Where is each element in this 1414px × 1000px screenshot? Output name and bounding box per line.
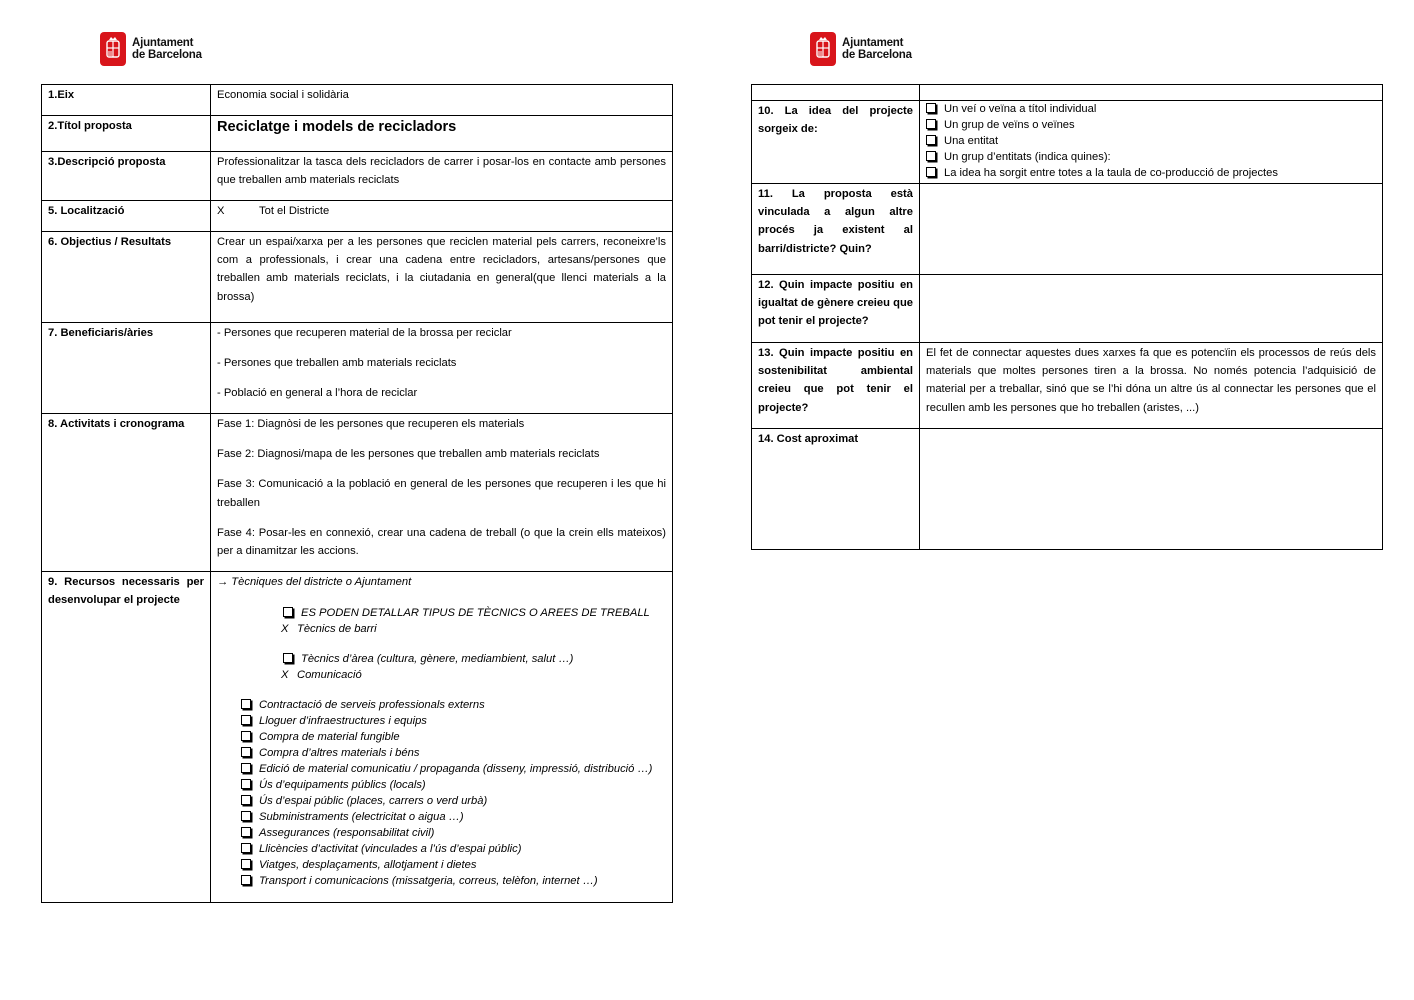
checked-comunicacio: X Comunicació <box>281 669 362 682</box>
checkbox-option[interactable]: Lloguer d’infraestructures i equips <box>241 713 666 729</box>
x-mark: X <box>281 623 289 636</box>
row-beneficiaris <box>42 323 673 414</box>
value-localitzacio <box>211 201 673 232</box>
checkbox-option[interactable]: Transport i comunicacions (missatgeria, correus, telèfon, internet …) <box>241 873 666 889</box>
checkbox-option[interactable]: Un grup d’entitats (indica quines): <box>926 149 1376 165</box>
checkbox-icon <box>926 167 936 177</box>
ajuntament-logo-right <box>810 32 912 66</box>
x-mark: X <box>281 669 289 682</box>
beneficiari-item: - Persones que treballen amb materials reciclats <box>217 357 457 370</box>
localitzacio-mark: X <box>217 205 225 217</box>
checkbox-icon <box>926 119 936 129</box>
value-q12[interactable] <box>920 275 1383 343</box>
row-q11 <box>752 184 1383 275</box>
label-descripcio: 3.Descripció proposta <box>42 152 211 201</box>
checkbox-option[interactable]: Compra d’altres materials i béns <box>241 745 666 761</box>
fase-item: Fase 1: Diagnòsi de les persones que recuperen els materials <box>217 418 525 430</box>
checkbox-icon <box>926 151 936 161</box>
beneficiari-item: - Població en general a l’hora de reciclar <box>217 387 418 400</box>
row-q13 <box>752 343 1383 429</box>
beneficiari-item: - Persones que recuperen material de la brossa per reciclar <box>217 327 512 339</box>
checkbox-icon <box>283 607 293 617</box>
label-q11: 11. La proposta està vinculada a algun altre procés ja existent al barri/districte? Quin? <box>752 184 920 275</box>
checkbox-icon <box>241 859 251 869</box>
value-q14[interactable] <box>920 429 1383 550</box>
checkbox-option[interactable]: Una entitat <box>926 133 1376 149</box>
checkbox-option[interactable]: Un veí o veïna a títol individual <box>926 101 1376 117</box>
checkbox-icon <box>241 795 251 805</box>
value-q13[interactable]: El fet de connectar aquestes dues xarxes fa que es potencïin els processos de reús dels materials que moltes persones tiren a la brossa. No només potencia l’adquisició de material per a treballar, sinó que se l’hi dóna un altre ús al connectar les persones que el recullen amb les persones que ho treballen (aristes, ...) <box>920 343 1383 429</box>
label-activitats: 8. Activitats i cronograma <box>42 414 211 572</box>
checkbox-tecnics-area[interactable]: Tècnics d’àrea (cultura, gènere, mediambient, salut …) <box>283 651 666 667</box>
value-eix: Economia social i solidària <box>211 85 673 116</box>
proposal-form-page-1 <box>41 84 673 903</box>
checkbox-icon <box>241 763 251 773</box>
barcelona-shield-icon <box>810 32 836 66</box>
recursos-options-list <box>241 697 666 889</box>
logo-wordmark: Ajuntament de Barcelona <box>842 36 912 61</box>
checkbox-icon <box>926 103 936 113</box>
value-q10 <box>920 101 1383 184</box>
label-localitzacio: 5. Localització <box>42 201 211 232</box>
row-recursos <box>42 572 673 903</box>
row-activitats <box>42 414 673 572</box>
checkbox-icon <box>926 135 936 145</box>
checkbox-option[interactable]: Ús d’espai públic (places, carrers o verd urbà) <box>241 793 666 809</box>
empty-cell <box>752 85 920 101</box>
checkbox-option[interactable]: Assegurances (responsabilitat civil) <box>241 825 666 841</box>
row-eix <box>42 85 673 116</box>
proposal-form-page-2 <box>751 84 1383 550</box>
value-recursos <box>211 572 673 903</box>
row-q10 <box>752 101 1383 184</box>
checkbox-option[interactable]: Compra de material fungible <box>241 729 666 745</box>
localitzacio-text: Tot el Districte <box>259 205 330 217</box>
row-q12 <box>752 275 1383 343</box>
value-activitats <box>211 414 673 572</box>
row-descripcio <box>42 152 673 201</box>
value-titol: Reciclatge i models de recicladors <box>211 116 673 152</box>
checkbox-icon <box>241 747 251 757</box>
label-recursos: 9. Recursos necessaris per desenvolupar el projecte <box>42 572 211 903</box>
row-q14 <box>752 429 1383 550</box>
label-beneficiaris: 7. Beneficiaris/àries <box>42 323 211 414</box>
checkbox-icon <box>241 843 251 853</box>
checkbox-icon <box>241 731 251 741</box>
value-objectius: Crear un espai/xarxa per a les persones que reciclen material pels carrers, reconeixre’ls com a professionals, i crear una cadena entre recicladors, artesans/persones que treballen amb materials reciclats, i la ciutadania en general(que llenci materials a la brossa) <box>211 232 673 323</box>
row-localitzacio <box>42 201 673 232</box>
value-descripcio: Professionalitzar la tasca dels recicladors de carrer i posar-los en contacte amb persones que treballen amb materials reciclats <box>211 152 673 201</box>
ajuntament-logo-left <box>100 32 202 66</box>
checkbox-icon <box>241 699 251 709</box>
checked-tecnics-barri: X Tècnics de barri <box>281 623 377 636</box>
checkbox-option[interactable]: Subministraments (electricitat o aigua …) <box>241 809 666 825</box>
label-q14: 14. Cost aproximat <box>752 429 920 550</box>
label-titol: 2.Títol proposta <box>42 116 211 152</box>
logo-wordmark: Ajuntament de Barcelona <box>132 36 202 61</box>
checkbox-icon <box>241 811 251 821</box>
checkbox-option[interactable]: Llicències d’activitat (vinculades a l’ús d’espai públic) <box>241 841 666 857</box>
checkbox-option[interactable]: Un grup de veïns o veïnes <box>926 117 1376 133</box>
checkbox-option[interactable]: Contractació de serveis professionals externs <box>241 697 666 713</box>
checkbox-icon <box>241 715 251 725</box>
barcelona-shield-icon <box>100 32 126 66</box>
checkbox-icon <box>283 653 293 663</box>
row-objectius <box>42 232 673 323</box>
label-q10: 10. La idea del projecte sorgeix de: <box>752 101 920 184</box>
label-q12: 12. Quin impacte positiu en igualtat de gènere creieu que pot tenir el projecte? <box>752 275 920 343</box>
fase-item: Fase 3: Comunicació a la població en general de les persones que recuperen i les que hi treballen <box>217 478 666 509</box>
checkbox-icon <box>241 875 251 885</box>
checkbox-tecnics-detail[interactable]: ES PODEN DETALLAR TIPUS DE TÈCNICS O AREES DE TREBALL <box>283 605 666 621</box>
value-q11[interactable] <box>920 184 1383 275</box>
value-beneficiaris <box>211 323 673 414</box>
checkbox-option[interactable]: La idea ha sorgit entre totes a la taula de co-producció de projectes <box>926 165 1376 181</box>
checkbox-icon <box>241 779 251 789</box>
label-eix: 1.Eix <box>42 85 211 116</box>
label-q13: 13. Quin impacte positiu en sostenibilitat ambiental creieu que pot tenir el projecte? <box>752 343 920 429</box>
checkbox-option[interactable]: Viatges, desplaçaments, allotjament i dietes <box>241 857 666 873</box>
label-objectius: 6. Objectius / Resultats <box>42 232 211 323</box>
checkbox-option[interactable]: Edició de material comunicatiu / propaganda (disseny, impressió, distribució …) <box>241 761 666 777</box>
checkbox-icon <box>241 827 251 837</box>
empty-cell <box>920 85 1383 101</box>
recursos-intro: → Tècniques del districte o Ajuntament <box>217 576 412 588</box>
row-titol <box>42 116 673 152</box>
fase-item: Fase 4: Posar-les en connexió, crear una cadena de treball (o que la crein ells mateixos) per a dinamitzar les accions. <box>217 526 666 558</box>
fase-item: Fase 2: Diagnosi/mapa de les persones que treballen amb materials reciclats <box>217 448 600 461</box>
row-empty-header <box>752 85 1383 101</box>
checkbox-option[interactable]: Ús d’equipaments públics (locals) <box>241 777 666 793</box>
